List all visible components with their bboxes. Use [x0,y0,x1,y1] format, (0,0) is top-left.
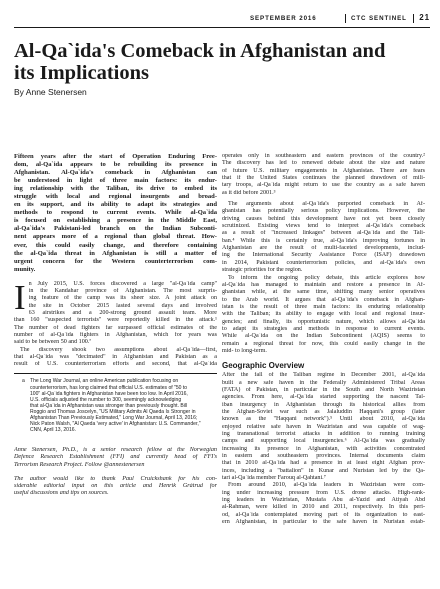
abstract-line: ing relationship with the Taliban, its drive to embed its [14,185,217,193]
publication-name: CTC SENTINEL [351,15,407,22]
body-line: ghanistan while, at the same time, shifting many senior operatives [222,289,425,296]
abstract [14,153,217,274]
body-line: gencies; and finally, its opportunistic nature, which allows al-Qa`ida [222,318,425,325]
spacer [14,274,217,281]
body-line: ing feature of the camp was its sheer size. A joint attack on [28,295,217,302]
spacer [14,469,217,476]
body-line: al-Qa`ida has managed to maintain and restore a presence in Af- [222,281,425,288]
abstract-line: al-Qa`ida's Pakistani-led branch on the Indian Subconti- [14,225,217,233]
body-line: remain a regional threat for now, this could easily change in the [222,340,425,347]
body-line: enjoyed relative safe haven in Waziristan and was capable of wag- [222,423,425,430]
footnote-line: that al-Qa`ida in Afghanistan was stronger than previously thought. Bill [30,402,188,409]
spacer [14,433,217,440]
body-line: After the fall of the Taliban regime in December 2001, al-Qa`ida [222,372,425,379]
body-line: number of al-Qa`ida fighters in Afghanistan, which for years was [14,332,217,339]
abstract-line: Fifteen years after the start of Operation Enduring Free- [14,153,217,160]
footnote-line: Roggio and Thomas Joscelyn, "US Military Admits Al Qaeda Is Stronger in [30,408,196,415]
header-separator [345,14,346,23]
abstract-line: struggle with local and regional insurgents and broad- [14,193,217,201]
byline: By Anne Stenersen [14,87,87,97]
section-heading: Geographic Overview [222,361,305,371]
body-line: of future U.S. military engagements in Afghanistan. There are fears [222,167,425,174]
abstract-line: methods to respond to current events. While al-Qa`ida [14,209,217,217]
body-line: al-Rahman, were killed in 2010 and 2011, respectively. In this peri- [222,504,425,511]
body-line: The arguments about al-Qa`ida's purported comeback in Af- [228,201,425,208]
body-line: tari al-Qa`ida member Farouq al-Qahtani.⁷ [222,475,326,482]
footnote-line: U.S. officials adjusted the number to 300, seemingly acknowledging [30,396,182,403]
body-line: istan is the result of three main factors: its enduring relationship [222,303,425,310]
body-line: The number of dead fighters far surpassed official estimates of the [14,324,217,331]
spacer [222,355,425,359]
body-line: ing leaders in Waziristan, Mustafa Abu al-Yazid and Atiyah Abd [222,497,425,504]
body-line: known as the "Haqqani network").⁵ Until about 2010, al-Qa`ida [222,416,425,423]
abstract-line: nent appears more of a regional than global threat. How- [14,233,217,241]
title-line: its Implications [14,62,149,84]
body-line: ban.⁴ While this is certainly true, al-Qa`ida's improving fortunes in [222,237,425,244]
footnote-line: CNN, April 13, 2016. [30,427,77,434]
footnote-line: Nick Paton Walsh, "Al Qaeda 'very active' in Afghanistan: U.S. Commander," [30,421,201,428]
footnote-line: The Long War Journal, an online American publication focusing on [30,378,179,385]
body-line: The discovery shook two assumptions about al-Qa`ida—first, [20,346,217,353]
article-title [14,40,434,84]
author-note-line: Terrorism Research Project. Follow @annestenersen [14,461,145,468]
body-line: n July 2015, U.S. forces discovered a large "al-Qa`ida camp" [28,280,217,287]
body-line: the site in October 2015 lasted several days and involved [28,302,217,309]
body-line: ing under increasing pressure from U.S. drone attacks. High-rank- [222,489,425,496]
footnote-rule [14,373,217,374]
body-paragraph [222,153,425,197]
running-header [250,14,430,24]
body-line: ern Afghanistan, in particular to the safe haven in Nuristan estab- [222,519,425,526]
body-line: than 160 "suspected terrorists" were reportedly killed in the attack.¹ [14,317,217,324]
body-line: the Afghan-Soviet war such as Jalaluddin Haqqani's group (later [222,409,425,415]
abstract-line: ever, this could easily change, and therefore containing [14,241,217,249]
abstract-line: en its support, and its ability to adapt its strategies and [14,201,217,209]
body-line: in eastern and southeastern provinces. Internal documents claim [222,453,425,460]
header-rule [14,27,430,28]
body-line: operates only in southeastern and eastern provinces of the country.² [222,153,425,159]
footnote-line: counterterrorism, has long claimed that official U.S. estimates of "50 to [30,384,188,391]
body-paragraph [222,482,425,526]
abstract-line: is focused on establishing a presence in the Middle East, [14,217,217,225]
footnote-line: Afghanistan Than Previously Estimated," Long War Journal, April 13, 2016; [30,414,198,421]
acknowledgment [14,476,217,498]
body-line: inces, including a "battalion" in Kunar and Nuristan led by the Qa- [222,467,425,474]
header-separator [413,14,414,23]
body-line: mid- to long-term. [222,347,267,354]
body-line: scrutinized. Existing views tend to interpret al-Qa`ida's comeback [222,223,425,230]
body-line: ing the International Security Assistance Force (ISAF) drawdown [222,252,425,259]
body-line: that al-Qa`ida was "decimated" in Afghanistan and Pakistan as a [14,354,217,361]
abstract-line: be understood in light of three main factors: its endur- [14,177,217,185]
acknowledgment-line: siderable editorial input on this article and Henrik Gråtrud for [14,483,217,490]
abstract-line: the al-Qa`ida threat in Afghanistan is still a matter of [14,249,217,257]
body-line: To inform the ongoing policy debate, this article explores how [228,274,425,281]
issue-date: SEPTEMBER 2016 [250,15,317,22]
abstract-line: urgent concern for the Western counterterrorism com- [14,257,217,265]
author-note [14,447,217,469]
abstract-line: Afghanistan. Al-Qa`ida's comeback in Afghanistan can [14,169,217,177]
left-column [14,153,217,497]
body-line: agencies. From here, al-Qa`ida started supporting the nascent Tal- [222,394,425,401]
body-line: camps and supporting local insurgencies.⁶ Al-Qa`ida was gradually [222,438,425,445]
body-line: tary troops, al-Qa`ida might return to use the country as a safe haven [222,182,425,189]
body-line: increasing its presence in Afghanistan, with activities concentrated [222,445,425,452]
body-line: From around 2010, al-Qa`ida leaders in Waziristan were com- [228,482,425,489]
body-line: to adapt its strategies and methods in response to current events. [222,325,425,332]
body-line: While al-Qa`ida on the Indian Subcontinent (AQIS) seems to [222,333,425,340]
body-line: built a new safe haven in the Federally Administered Tribal Areas [222,379,425,386]
body-line: (FATA) of Pakistan, in particular in the South and North Waziristan [222,386,425,393]
body-paragraph [222,372,425,482]
body-line: od, al-Qa`ida contemplated moving part of its organization to east- [222,511,425,518]
spacer [14,440,217,447]
body-line: with the Taliban; its ability to engage with local and regional insur- [222,311,425,318]
body-line: driving causes behind this development have not yet been closely [222,215,425,222]
body-line: result of U.S. counterterrorism efforts and second, that al-Qa`ida [14,361,217,368]
right-column [222,153,425,527]
abstract-line: dom, al-Qa`ida appears to be rebuilding its presence in [14,161,217,169]
body-line: ghanistan has potentially serious policy implications. However, the [222,208,425,215]
body-line: as it did before 2001.³ [222,189,276,196]
acknowledgment-line: The author would like to thank Paul Cruickshank for his con- [14,475,217,482]
author-note-line: Anne Stenersen, Ph.D., is a senior research fellow at the Norwegian [14,447,217,454]
body-line: said to be between 50 and 100.ª [14,339,91,346]
body-line: that if the United States continues the planned drawdown of mili- [222,175,425,182]
body-line: Afghanistan are the result of multi-faceted developments, includ- [222,245,425,252]
body-line: in the Kandahar province of Afghanistan. The most surpris- [28,288,217,295]
drop-cap: I [14,277,26,317]
body-line: strategic priorities for the region. [222,267,303,274]
body-line: ing transnational terrorist attacks in addition to running training [222,431,425,438]
body-line: The discovery has led to renewed debate about the size and nature [222,160,425,167]
intro-paragraph [14,277,217,369]
body-paragraph [222,275,425,356]
body-line: that in 2010 al-Qa`ida had a presence in at least eight Afghan prov- [222,460,425,467]
acknowledgment-line: useful discussions and tips on sources. [14,490,109,497]
body-line: in 2014, Pakistani counterterrorism policies, and al-Qa`ida's own [222,259,425,266]
body-line: to the Arab world. It argues that al-Qa`ida's comeback in Afghan- [222,296,425,303]
footnote-line: 100" al-Qa`ida fighters in Afghanistan have been too low. In April 2016, [30,390,188,397]
footnote [14,378,217,433]
body-line: 63 airstrikes and a 200-strong ground assault team. More [28,310,217,317]
footnote-mark: a [22,378,25,385]
abstract-line: munity. [14,265,36,273]
body-line: as a result of "increased linkages" between al-Qa`ida and the Tali- [222,230,425,237]
body-paragraph [222,201,425,274]
body-line: iban insurgency in Afghanistan through its historical allies from [222,401,425,408]
page-number: 21 [419,13,430,22]
title-line: Al-Qa`ida's Comeback in Afghanistan and [14,40,386,62]
author-note-line: Defence Research Establishment (FFI) and currently head of FFI's [14,454,217,461]
